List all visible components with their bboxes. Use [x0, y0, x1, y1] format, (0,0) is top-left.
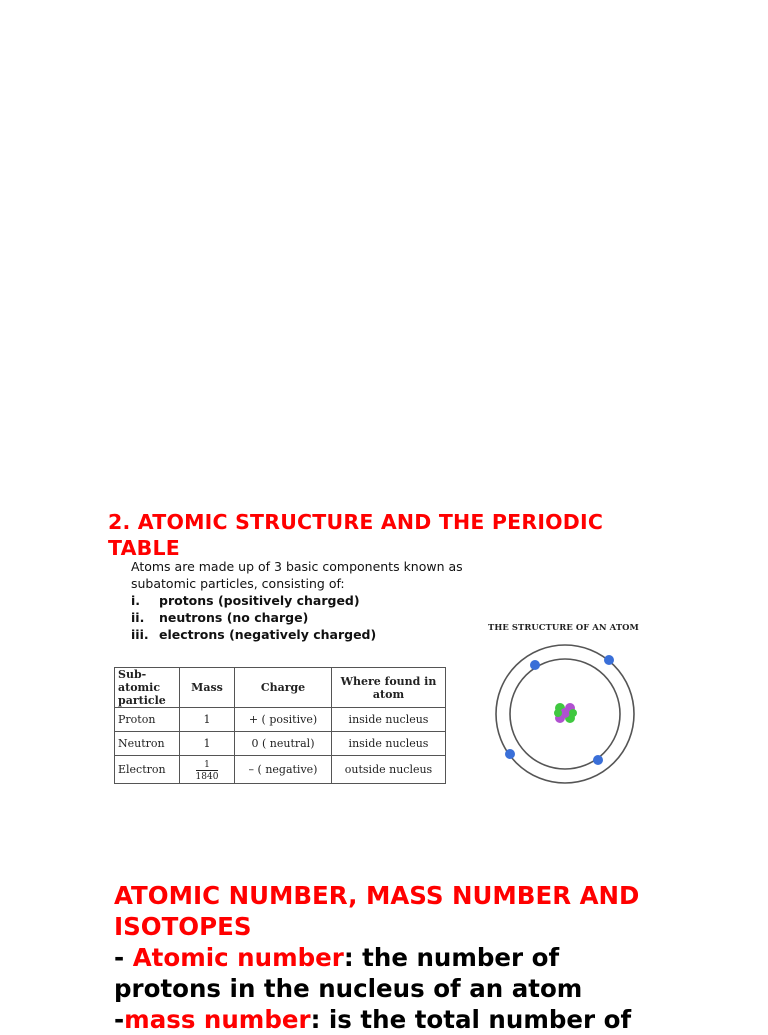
definition-prefix: - [114, 943, 133, 972]
definition-text: : is the total number of [310, 1005, 632, 1034]
list-number: i. [131, 593, 141, 608]
list-number: iii. [131, 627, 149, 642]
list-text: neutrons (no charge) [159, 610, 309, 625]
column-header-charge: Charge [235, 668, 332, 708]
atom-structure-figure [486, 620, 650, 792]
section-heading: 2. ATOMIC STRUCTURE AND THE PERIODIC TABLE [108, 510, 604, 560]
electron [530, 660, 540, 670]
intro-text: Atoms are made up of 3 basic components known as subatomic particles, consisting of: [131, 559, 463, 591]
atom-diagram [486, 636, 650, 792]
cell-location: inside nucleus [332, 732, 446, 756]
list-text: electrons (negatively charged) [159, 627, 377, 642]
mass-number-term: mass number [124, 1005, 311, 1034]
nucleus [554, 703, 577, 723]
definition-prefix: - [114, 1005, 125, 1034]
list-item-electrons [131, 626, 521, 643]
atomic-number-term: Atomic number [132, 943, 344, 972]
cell-location: outside nucleus [332, 756, 446, 784]
fraction-denominator: 1840 [195, 772, 219, 782]
fraction-numerator: 1 [204, 760, 210, 770]
mass-number-definition [114, 1004, 694, 1035]
cell-charge: + ( positive) [235, 708, 332, 732]
subsection-heading: ATOMIC NUMBER, MASS NUMBER AND ISOTOPES [114, 881, 640, 941]
nucleus-particle [569, 709, 577, 717]
cell-location: inside nucleus [332, 708, 446, 732]
column-header-mass: Mass [180, 668, 235, 708]
figure-caption: THE STRUCTURE OF AN ATOM [488, 622, 639, 632]
table-header-row [115, 668, 446, 708]
column-header-particle: Sub-atomic particle [115, 668, 180, 708]
table-row [115, 708, 446, 732]
definition-text-line2: protons in the nucleus of an atom [114, 974, 583, 1003]
electron [505, 749, 515, 759]
column-header-location: Where found in atom [332, 668, 446, 708]
cell-mass: 1 [180, 732, 235, 756]
intro-block [131, 558, 521, 643]
subatomic-particle-table [114, 667, 446, 784]
atomic-number-definition [114, 942, 694, 1004]
mass-fraction [196, 760, 219, 782]
cell-mass: 1 [180, 708, 235, 732]
cell-mass [180, 756, 235, 784]
list-item-protons [131, 592, 521, 609]
particle-list [131, 592, 521, 643]
list-number: ii. [131, 610, 145, 625]
electron [604, 655, 614, 665]
table-row [115, 732, 446, 756]
cell-charge: – ( negative) [235, 756, 332, 784]
cell-charge: 0 ( neutral) [235, 732, 332, 756]
nucleus-particle [554, 709, 562, 717]
table-row [115, 756, 446, 784]
list-item-neutrons [131, 609, 521, 626]
definition-text: : the number of [343, 943, 560, 972]
electron [593, 755, 603, 765]
list-text: protons (positively charged) [159, 593, 360, 608]
cell-particle: Proton [115, 708, 180, 732]
cell-particle: Electron [115, 756, 180, 784]
cell-particle: Neutron [115, 732, 180, 756]
